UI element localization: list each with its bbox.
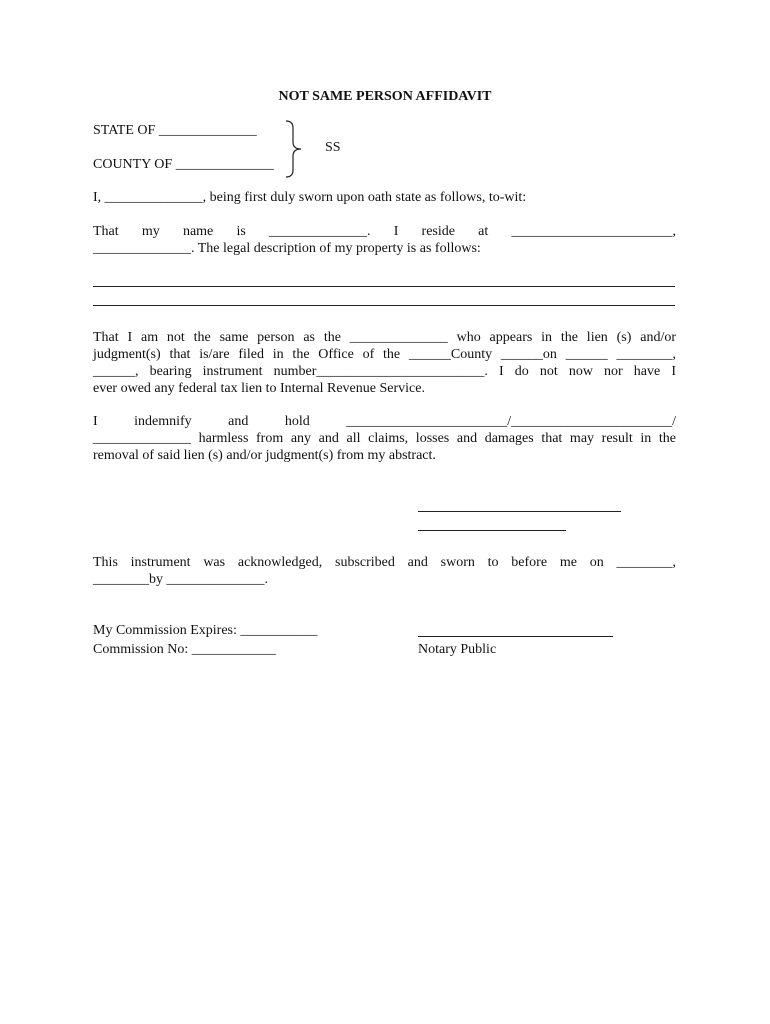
indemnify-line-2: ______________ harmless from any and all claims, losses and damages that may result in the [93, 431, 676, 446]
ss-label: SS [325, 140, 341, 155]
affiant-signature-line [418, 511, 621, 512]
not-same-person-paragraph [93, 329, 676, 397]
indemnify-line-3: removal of said lien (s) and/or judgment(s) from my abstract. [93, 448, 436, 463]
acknowledgment-paragraph [93, 554, 676, 588]
not-same-line-3: ______, bearing instrument number________________________. I do not now nor have I [93, 364, 676, 379]
acknowledgment-line-1: This instrument was acknowledged, subscribed and sworn to before me on ________, [93, 555, 676, 570]
commission-expires: My Commission Expires: ___________ [93, 623, 318, 638]
indemnify-line-1: I indemnify and hold _______________________/_______________________/ [93, 414, 676, 429]
oath-paragraph [93, 189, 676, 206]
affiant-name-line [418, 530, 566, 531]
commission-number: Commission No: ____________ [93, 642, 276, 657]
county-of-line: COUNTY OF ______________ [93, 157, 274, 172]
not-same-line-1: That I am not the same person as the ______________ who appears in the lien (s) and/or [93, 330, 676, 345]
name-residence-paragraph [93, 223, 676, 257]
not-same-line-4: ever owed any federal tax lien to Internal Revenue Service. [93, 381, 425, 396]
notary-signature-line [418, 636, 613, 637]
notary-public-label: Notary Public [418, 642, 497, 657]
indemnify-paragraph [93, 413, 676, 464]
oath-line: I, ______________, being first duly sworn upon oath state as follows, to-wit: [93, 190, 527, 205]
venue-brace-icon [284, 120, 306, 178]
state-of-line: STATE OF ______________ [93, 123, 257, 138]
not-same-line-2: judgment(s) that is/are filed in the Office of the ______County ______on ______ ________, [93, 347, 676, 362]
document-title: NOT SAME PERSON AFFIDAVIT [278, 89, 492, 104]
acknowledgment-line-2: ________by ______________. [93, 572, 268, 587]
legal-description-line-2 [93, 305, 675, 306]
name-line-2: ______________. The legal description of my property is as follows: [93, 241, 481, 256]
legal-description-line-1 [93, 286, 675, 287]
name-line-1: That my name is ______________. I reside at _______________________, [93, 224, 676, 239]
